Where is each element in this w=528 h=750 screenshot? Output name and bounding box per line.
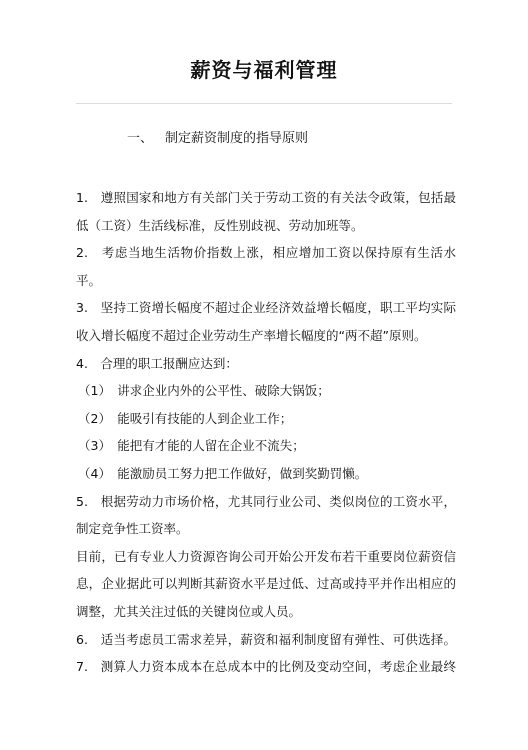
section-heading-text: 制定薪资制度的指导原则 [165, 131, 309, 146]
text-line: 7. 测算人力资本成本在总成本中的比例及变动空间，考虑企业最终 [76, 659, 456, 675]
document-title: 薪资与福利管理 [190, 58, 338, 82]
text-line: 3. 坚持工资增长幅度不超过企业经济效益增长幅度，职工平均实际 [76, 300, 456, 316]
text-line: 低（工资）生活线标准，反性别歧视、劳动加班等。 [76, 217, 364, 233]
text-line: 平。 [76, 272, 102, 288]
title-divider [76, 103, 452, 104]
text-line: 收入增长幅度不超过企业劳动生产率增长幅度的“两不超”原则。 [76, 327, 427, 343]
text-line: 目前，已有专业人力资源咨询公司开始公开发布若干重要岗位薪资信 [76, 548, 456, 564]
section-number: 一、 [127, 131, 154, 146]
text-line: 4. 合理的职工报酬应达到： [76, 355, 238, 371]
text-line: （3） 能把有才能的人留在企业不流失； [78, 438, 305, 454]
text-line: 6. 适当考虑员工需求差异，薪资和福利制度留有弹性、可供选择。 [76, 631, 456, 647]
text-line: （2） 能吸引有技能的人到企业工作； [78, 410, 293, 426]
text-line: 制定竞争性工资率。 [76, 521, 189, 537]
document-body [76, 184, 456, 681]
text-line: 5. 根据劳动力市场价格，尤其同行业公司、类似岗位的工资水平， [76, 493, 456, 509]
section-heading [127, 129, 308, 149]
text-line: （4） 能激励员工努力把工作做好，做到奖勤罚懒。 [78, 465, 368, 481]
text-line: 息，企业据此可以判断其薪资水平是过低、过高或持平并作出相应的 [76, 576, 456, 592]
text-line: 1. 遵照国家和地方有关部门关于劳动工资的有关法令政策，包括最 [76, 190, 456, 205]
text-line: 调整，尤其关注过低的关键岗位或人员。 [76, 603, 302, 619]
text-line: （1） 讲求企业内外的公平性、破除大锅饭； [78, 383, 330, 399]
text-line: 2. 考虑当地生活物价指数上涨，相应增加工资以保持原有生活水 [76, 245, 456, 261]
